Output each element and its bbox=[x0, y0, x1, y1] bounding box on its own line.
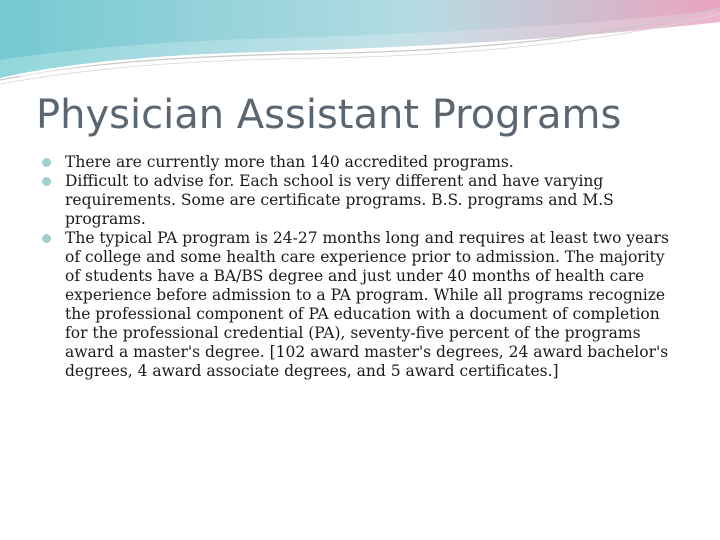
slide-title: Physician Assistant Programs bbox=[36, 92, 622, 138]
bullet-icon bbox=[42, 177, 51, 186]
list-item bbox=[42, 229, 678, 381]
bullet-text: The typical PA program is 24-27 months long and requires at least two years of college and some health care experience prior to admission. The majority of students have a BA/BS degree and just under 40 months of health care experience before admission to a PA program. While all programs recognize the professional component of PA education with a document of completion for the professional credential (PA), seventy-five percent of the programs award a master's degree. [102 award master's degrees, 24 award bachelor's degrees, 4 award associate degrees, and 5 award certificates.] bbox=[65, 229, 669, 380]
bullet-icon bbox=[42, 158, 51, 167]
bullet-list bbox=[42, 153, 678, 381]
list-item bbox=[42, 172, 678, 229]
list-item bbox=[42, 153, 678, 172]
bullet-icon bbox=[42, 234, 51, 243]
bullet-text: There are currently more than 140 accredited programs. bbox=[65, 153, 514, 171]
decorative-banner bbox=[0, 0, 720, 90]
bullet-text: Difficult to advise for. Each school is very different and have varying requirements. Some are certificate programs. B.S. programs and M.S programs. bbox=[65, 172, 614, 228]
